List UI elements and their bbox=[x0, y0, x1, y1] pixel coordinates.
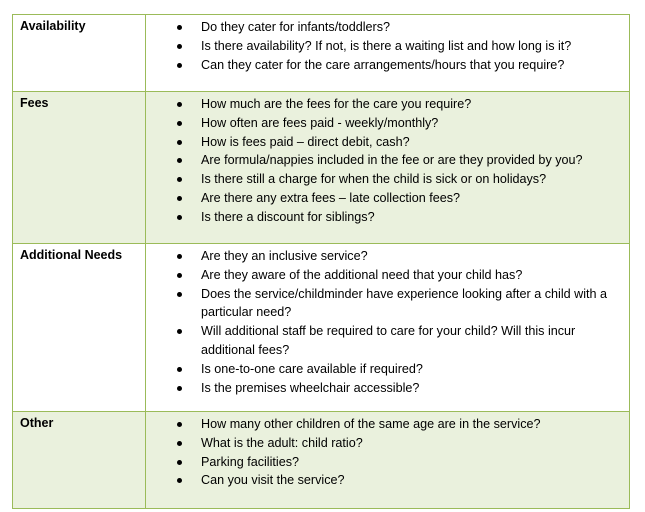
category-label: Other bbox=[20, 416, 54, 430]
questions-cell bbox=[146, 244, 630, 412]
checklist-table bbox=[12, 14, 630, 509]
row-availability bbox=[13, 15, 630, 92]
list-item: Are they aware of the additional need that your child has? bbox=[146, 266, 625, 285]
bullet-icon bbox=[177, 177, 182, 182]
bullet-icon bbox=[177, 196, 182, 201]
bullet-icon bbox=[177, 292, 182, 297]
list-item: Can they cater for the care arrangements/hours that you require? bbox=[146, 56, 625, 75]
bullet-icon bbox=[177, 254, 182, 259]
bullet-icon bbox=[177, 44, 182, 49]
category-label: Fees bbox=[20, 96, 49, 110]
list-item: Does the service/childminder have experience looking after a child with a particular need? bbox=[146, 285, 625, 323]
bullet-icon bbox=[177, 367, 182, 372]
bullet-icon bbox=[177, 422, 182, 427]
question-list bbox=[146, 18, 625, 74]
bullet-icon bbox=[177, 215, 182, 220]
bullet-icon bbox=[177, 478, 182, 483]
bullet-icon bbox=[177, 441, 182, 446]
list-item: Is the premises wheelchair accessible? bbox=[146, 379, 625, 398]
question-list bbox=[146, 247, 625, 397]
category-cell bbox=[13, 412, 146, 509]
bullet-icon bbox=[177, 460, 182, 465]
list-item: Can you visit the service? bbox=[146, 471, 625, 490]
bullet-icon bbox=[177, 121, 182, 126]
questions-cell bbox=[146, 412, 630, 509]
questions-cell bbox=[146, 15, 630, 92]
list-item: What is the adult: child ratio? bbox=[146, 434, 625, 453]
bullet-icon bbox=[177, 386, 182, 391]
list-item: How is fees paid – direct debit, cash? bbox=[146, 133, 625, 152]
question-list bbox=[146, 415, 625, 490]
bullet-icon bbox=[177, 329, 182, 334]
category-cell bbox=[13, 92, 146, 244]
bullet-icon bbox=[177, 158, 182, 163]
list-item: Is there a discount for siblings? bbox=[146, 208, 625, 227]
list-item: Are they an inclusive service? bbox=[146, 247, 625, 266]
questions-cell bbox=[146, 92, 630, 244]
list-item: Is there still a charge for when the child is sick or on holidays? bbox=[146, 170, 625, 189]
row-fees bbox=[13, 92, 630, 244]
list-item: Do they cater for infants/toddlers? bbox=[146, 18, 625, 37]
bullet-icon bbox=[177, 25, 182, 30]
category-label: Additional Needs bbox=[20, 248, 123, 262]
list-item: Will additional staff be required to care for your child? Will this incur additional fees? bbox=[146, 322, 625, 360]
list-item: Is there availability? If not, is there a waiting list and how long is it? bbox=[146, 37, 625, 56]
list-item: Is one-to-one care available if required? bbox=[146, 360, 625, 379]
category-cell bbox=[13, 15, 146, 92]
list-item: How much are the fees for the care you require? bbox=[146, 95, 625, 114]
list-item: How often are fees paid - weekly/monthly? bbox=[146, 114, 625, 133]
bullet-icon bbox=[177, 102, 182, 107]
bullet-icon bbox=[177, 63, 182, 68]
category-label: Availability bbox=[20, 19, 86, 33]
category-cell bbox=[13, 244, 146, 412]
row-additional-needs bbox=[13, 244, 630, 412]
list-item: Parking facilities? bbox=[146, 453, 625, 472]
list-item: How many other children of the same age are in the service? bbox=[146, 415, 625, 434]
list-item: Are formula/nappies included in the fee or are they provided by you? bbox=[146, 151, 625, 170]
list-item: Are there any extra fees – late collection fees? bbox=[146, 189, 625, 208]
question-list bbox=[146, 95, 625, 227]
bullet-icon bbox=[177, 140, 182, 145]
bullet-icon bbox=[177, 273, 182, 278]
row-other bbox=[13, 412, 630, 509]
